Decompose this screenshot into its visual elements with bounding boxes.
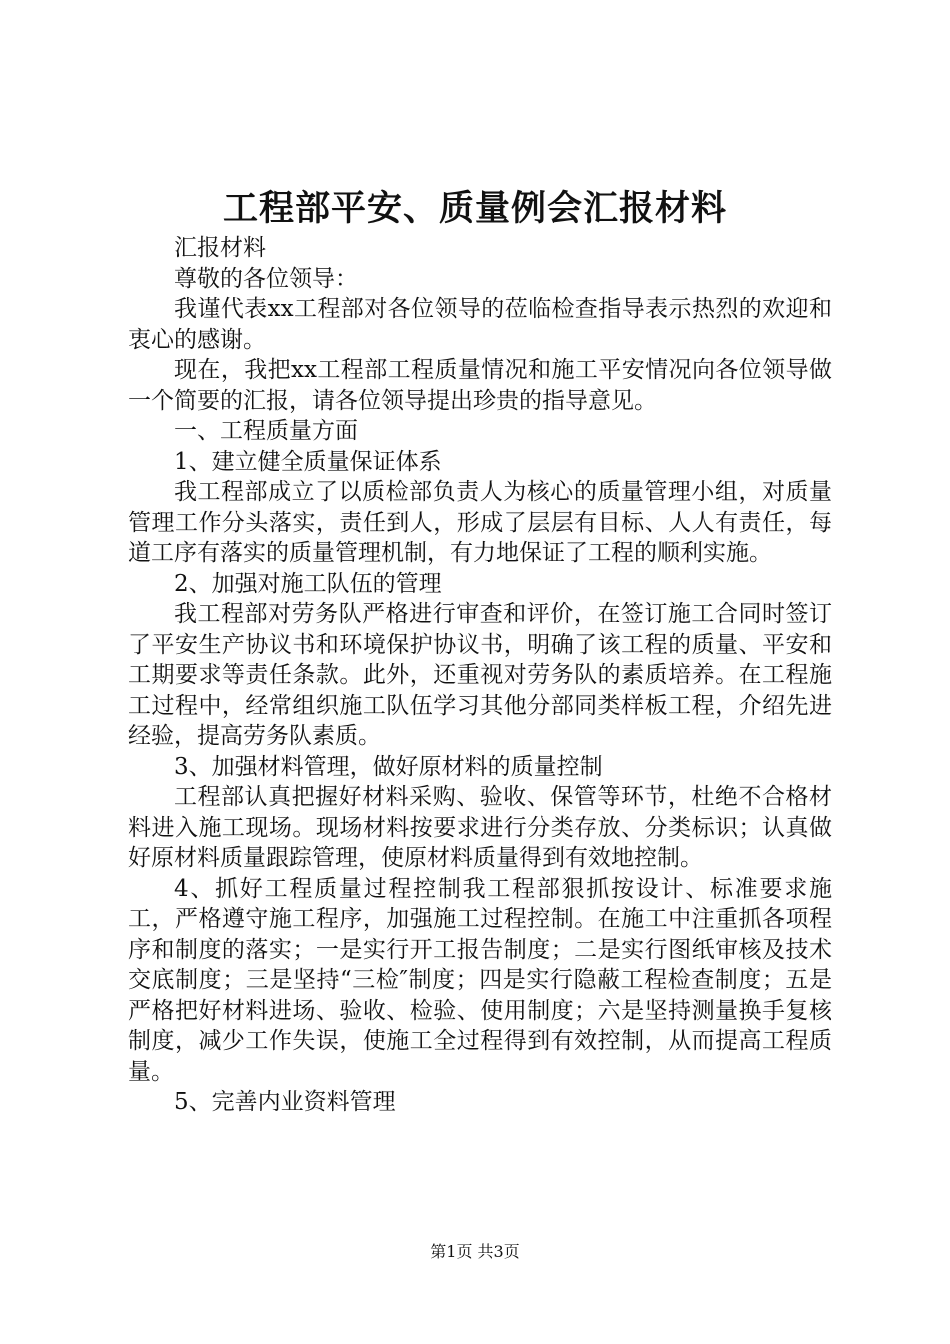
section-heading: 一、工程质量方面 bbox=[174, 418, 358, 444]
page-footer bbox=[0, 1241, 950, 1263]
document-body bbox=[128, 233, 832, 1118]
paragraph: 工程部认真把握好材料采购、验收、保管等环节，杜绝不合格材料进入施工现场。现场材料按要求进行分类存放、分类标识；认真做好原材料质量跟踪管理，使原材料质量得到有效地控制。 bbox=[128, 784, 832, 871]
paragraph: 我工程部对劳务队严格进行审查和评价，在签订施工合同时签订了平安生产协议书和环境保护协议书，明确了该工程的质量、平安和工期要求等责任条款。此外，还重视对劳务队的素质培养。在工程施工过程中，经常组织施工队伍学习其他分部同类样板工程，介绍先进经验，提高劳务队素质。 bbox=[128, 601, 832, 749]
document-title: 工程部平安、质量例会汇报材料 bbox=[222, 188, 727, 229]
paragraph: 我工程部成立了以质检部负责人为核心的质量管理小组，对质量管理工作分头落实，责任到人，形成了层层有目标、人人有责任，每道工序有落实的质量管理机制，有力地保证了工程的顺利实施。 bbox=[128, 479, 832, 566]
paragraph: 4、抓好工程质量过程控制我工程部狠抓按设计、标准要求施工，严格遵守施工程序，加强施工过程控制。在施工中注重抓各项程序和制度的落实；一是实行开工报告制度；二是实行图纸审核及技术交底制度；三是坚持“三检″制度；四是实行隐蔽工程检查制度；五是严格把好材料进场、验收、检验、使用制度；六是坚持测量换手复核制度，减少工作失误，使施工全过程得到有效控制，从而提高工程质量。 bbox=[128, 875, 832, 1085]
subsection-heading: 2、加强对施工队伍的管理 bbox=[174, 570, 442, 597]
page-number: 第1页 共3页 bbox=[430, 1242, 520, 1261]
subsection-heading: 5、完善内业资料管理 bbox=[174, 1089, 396, 1115]
subsection-heading: 1、建立健全质量保证体系 bbox=[174, 448, 442, 475]
paragraph: 汇报材料 bbox=[174, 235, 266, 261]
salutation: 尊敬的各位领导： bbox=[174, 265, 358, 292]
subsection-heading: 3、加强材料管理，做好原材料的质量控制 bbox=[174, 753, 603, 780]
paragraph: 现在，我把xx工程部工程质量情况和施工平安情况向各位领导做一个简要的汇报，请各位领导提出珍贵的指导意见。 bbox=[128, 357, 832, 414]
paragraph: 我谨代表xx工程部对各位领导的莅临检查指导表示热烈的欢迎和衷心的感谢。 bbox=[128, 296, 832, 353]
